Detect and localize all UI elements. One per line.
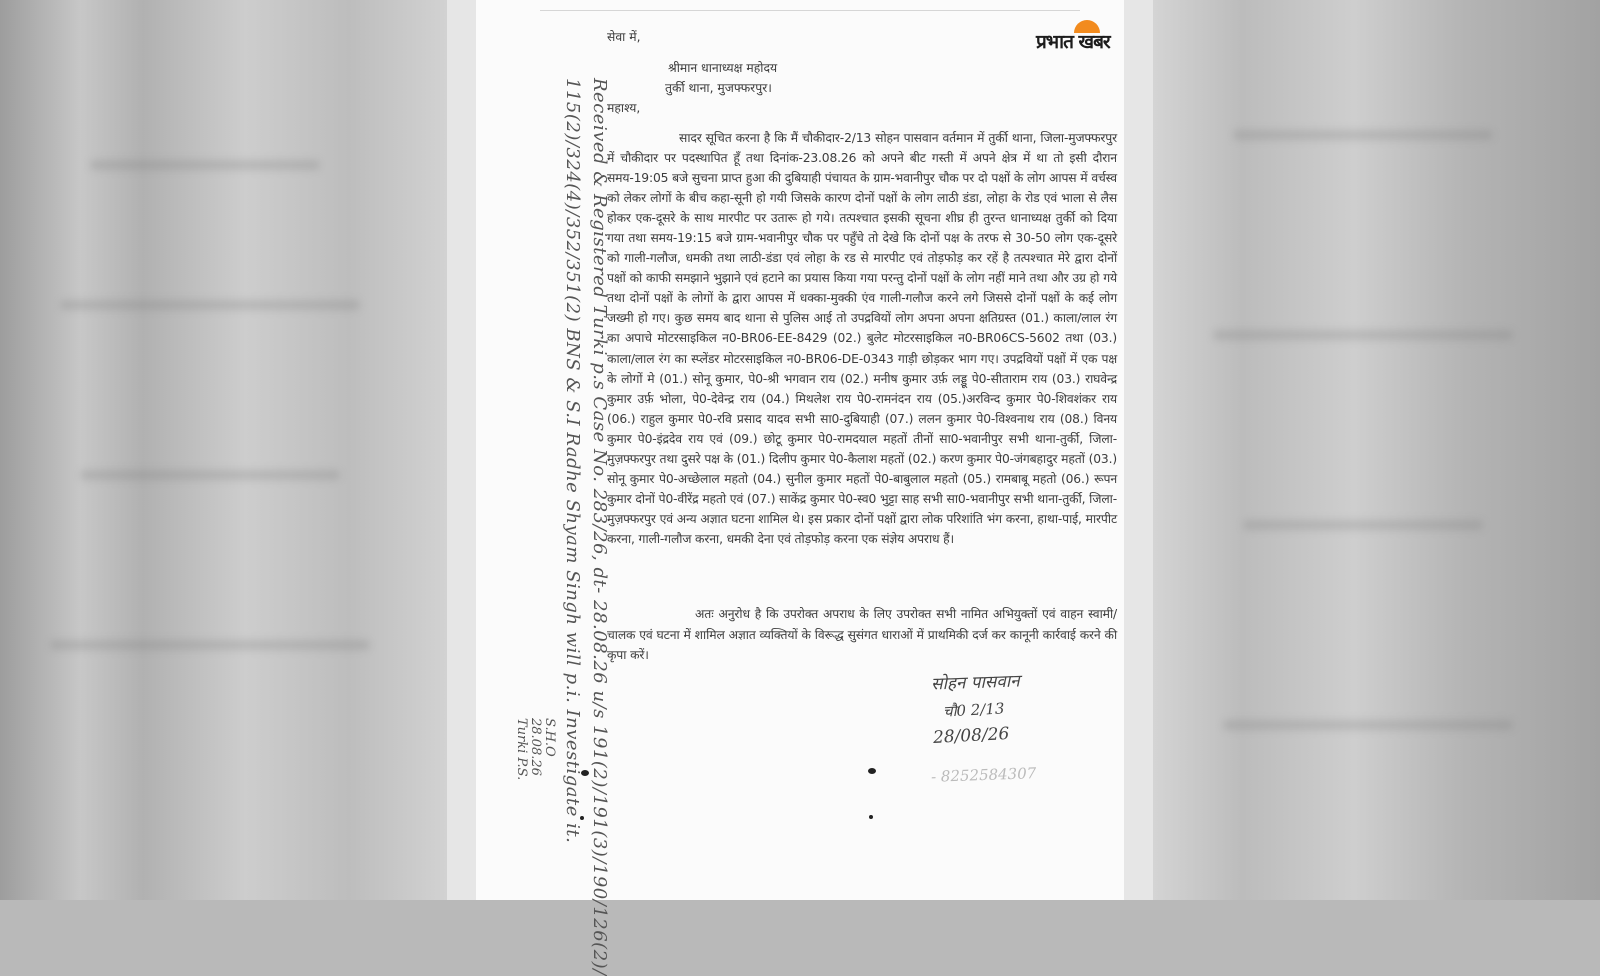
- blur-smudge: [90, 160, 320, 170]
- blur-smudge: [60, 300, 360, 310]
- signature-phone: - 8252584307: [930, 764, 1037, 786]
- blur-smudge: [1223, 720, 1513, 730]
- addressee-line-1: श्रीमान धानाध्यक्ष महोदय: [668, 61, 778, 75]
- letter-paper: [476, 0, 1124, 976]
- blur-smudge: [1233, 130, 1493, 140]
- blur-smudge: [80, 470, 340, 480]
- sho-stamp-note: S.H.O 28.08.26 Turki P.S.: [514, 718, 557, 781]
- blur-smudge: [1243, 520, 1483, 530]
- signature-date: 28/08/26: [932, 724, 1010, 748]
- complaint-body: सादर सूचित करना है कि मैं चौकीदार-2/13 सोहन पासवान वर्तमान में तुर्की थाना, जिला-मुजफ्फरपुर में चौकीदार पर पदस्थापित हूँ तथा दिनांक-23.08.26 को अपने बीट गस्ती में अपने क्षेत्र में था तो इसी दौरान समय-19:05 बजे सुचना प्राप्त हुआ की दुबियाही पंचायत के ग्राम-भवानीपुर चौक पर दो पक्षों के लोग आपस में वर्चस्व को लेकर लोगों के बीच कहा-सूनी हो गयी जिसके कारण दोनों पक्षों के लोग लाठी डंडा, लोहा के रोड एवं भाला से लैस होकर एक-दूसरे के साथ मारपीट पर उतारू हो गये। तत्पश्चात इसकी सूचना शीघ्र ही तुरन्त धानाध्यक्ष तुर्की को दिया गया तथा समय-19:15 बजे ग्राम-भवानीपुर चौक पर पहुँचे तो देखे कि दोनों पक्ष के तरफ से 30-50 लोग एक-दूसरे को गाली-गलौज, धमकी तथा लाठी-डंडा एवं लोहा के रड से मारपीट एवं तोड़फोड़ कर रहें है तत्पश्चात मेरे द्वारा दोनों पक्षों को काफी समझाने भुझाने एवं हटाने का प्रयास किया गया परन्तु दोनों पक्षों के लोग नहीं माने तथा और उग्र हो गये तथा दोनों पक्षों के लोगों के द्वारा आपस में धक्का-मुक्की एंव गाली-गलौज करने लगे जिससे दोनों पक्षों के कई लोग जख्मी हो गए। कुछ समय बाद थाना से पुलिस आई तो उपद्रवियों लोग अपना अपना क्षतिग्रस्त (01.) काला/लाल रंग का अपाचे मोटरसाइकिल न0-BR06-EE-8429 (02.) बुलेट मोटरसाइकिल न0-BR06CS-5602 तथा (03.) काला/लाल रंग का स्प्लेंडर मोटरसाइकिल न0-BR06-DE-0343 गाड़ी छोड़कर भाग गए। उपद्रवियों पक्षों में एक पक्ष के लोगों मे (01.) सोनू कुमार, पे0-श्री भगवान राय (02.) मनीष कुमार उर्फ़ लड्डू पे0-सीताराम राय (03.) राघवेन्द्र कुमार उर्फ़ भोला, पे0-देवेन्द्र राय (04.) मिथलेश राय पे0-रामनंदन राय (05.)अरविन्द कुमार पे0-शिवशंकर राय (06.) राहुल कुमार पे0-रवि प्रसाद यादव सभी सा0-दुबियाही (07.) ललन कुमार पे0-विश्वनाथ राय (08.) विनय कुमार पे0-इंद्रदेव राय एवं (09.) छोटू कुमार पे0-रामदयाल महतों तीनों सा0-भवानीपुर सभी थाना-तुर्की, जिला-मुज़फ्फरपुर तथा दुसरे पक्ष के (01.) दिलीप कुमार पे0-कैलाश महतों (02.) करण कुमार पे0-जंगबहादुर महतों (03.) सोनू कुमार पे0-अच्छेलाल महतो (04.) सुनील कुमार महतों पे0-बाबुलाल महतो (05.) रामबाबू महतो (06.) रूपन कुमार दोनों पे0-वीरेंद्र महतो एवं (07.) साकेंद्र कुमार पे0-स्व0 भुट्टा साह सभी सा0-भवानीपुर सभी थाना-तुर्की, जिला-मुज़फ्फरपुर एवं अन्य अज्ञात घटना शामिल थे। इस प्रकार दोनों पक्षों द्वारा लोक परिशांति भंग करना, हाथा-पाई, मारपीट करना, गाली-गलौज करना, धमकी देना एवं तोड़फोड़ करना एक संज्ञेय अपराध हैं।: [607, 131, 1117, 546]
- signature-post: चौ0 2/13: [942, 699, 1005, 721]
- blur-smudge: [50, 640, 370, 650]
- scanned-document-frame: [447, 0, 1153, 976]
- request-paragraph: अतः अनुरोध है कि उपरोक्त अपराध के लिए उपरोक्त सभी नामित अभियुक्तों एवं वाहन स्वामी/चालक एवं घटना में शामिल अज्ञात व्यक्तियों के विरूद्ध सुसंगत धाराओं में प्राथमिकी दर्ज कर कानूनी कार्रवाई करने की कृपा करें।: [607, 607, 1117, 662]
- endorsement-line-1: Received & Registered Turki p.s Case No. 283/26, dt- 28.08.26 u/s 191(2)/191(3)/190/126(2)/: [589, 78, 610, 976]
- signature-name: सोहन पासवान: [930, 671, 1020, 695]
- blur-smudge: [1213, 330, 1513, 340]
- blurred-backdrop-right: [1153, 0, 1600, 900]
- scan-dot: [868, 768, 876, 774]
- blurred-backdrop-left: [0, 0, 447, 900]
- salutation: सेवा में,: [607, 30, 641, 44]
- police-complaint-letter: [476, 0, 1124, 976]
- logo-text: प्रभात खबर: [1036, 31, 1110, 53]
- endorsement-line-2: 115(2)/324(4)/352/351(2) BNS & S.I Radhe Shyam Singh will p.i. Investigate it.: [562, 78, 583, 844]
- greeting: महाश्य,: [607, 101, 641, 115]
- scan-dot: [869, 815, 873, 819]
- handwritten-endorsement: [510, 78, 610, 976]
- addressee-line-2: तुर्की थाना, मुजफ्फरपुर।: [665, 81, 772, 95]
